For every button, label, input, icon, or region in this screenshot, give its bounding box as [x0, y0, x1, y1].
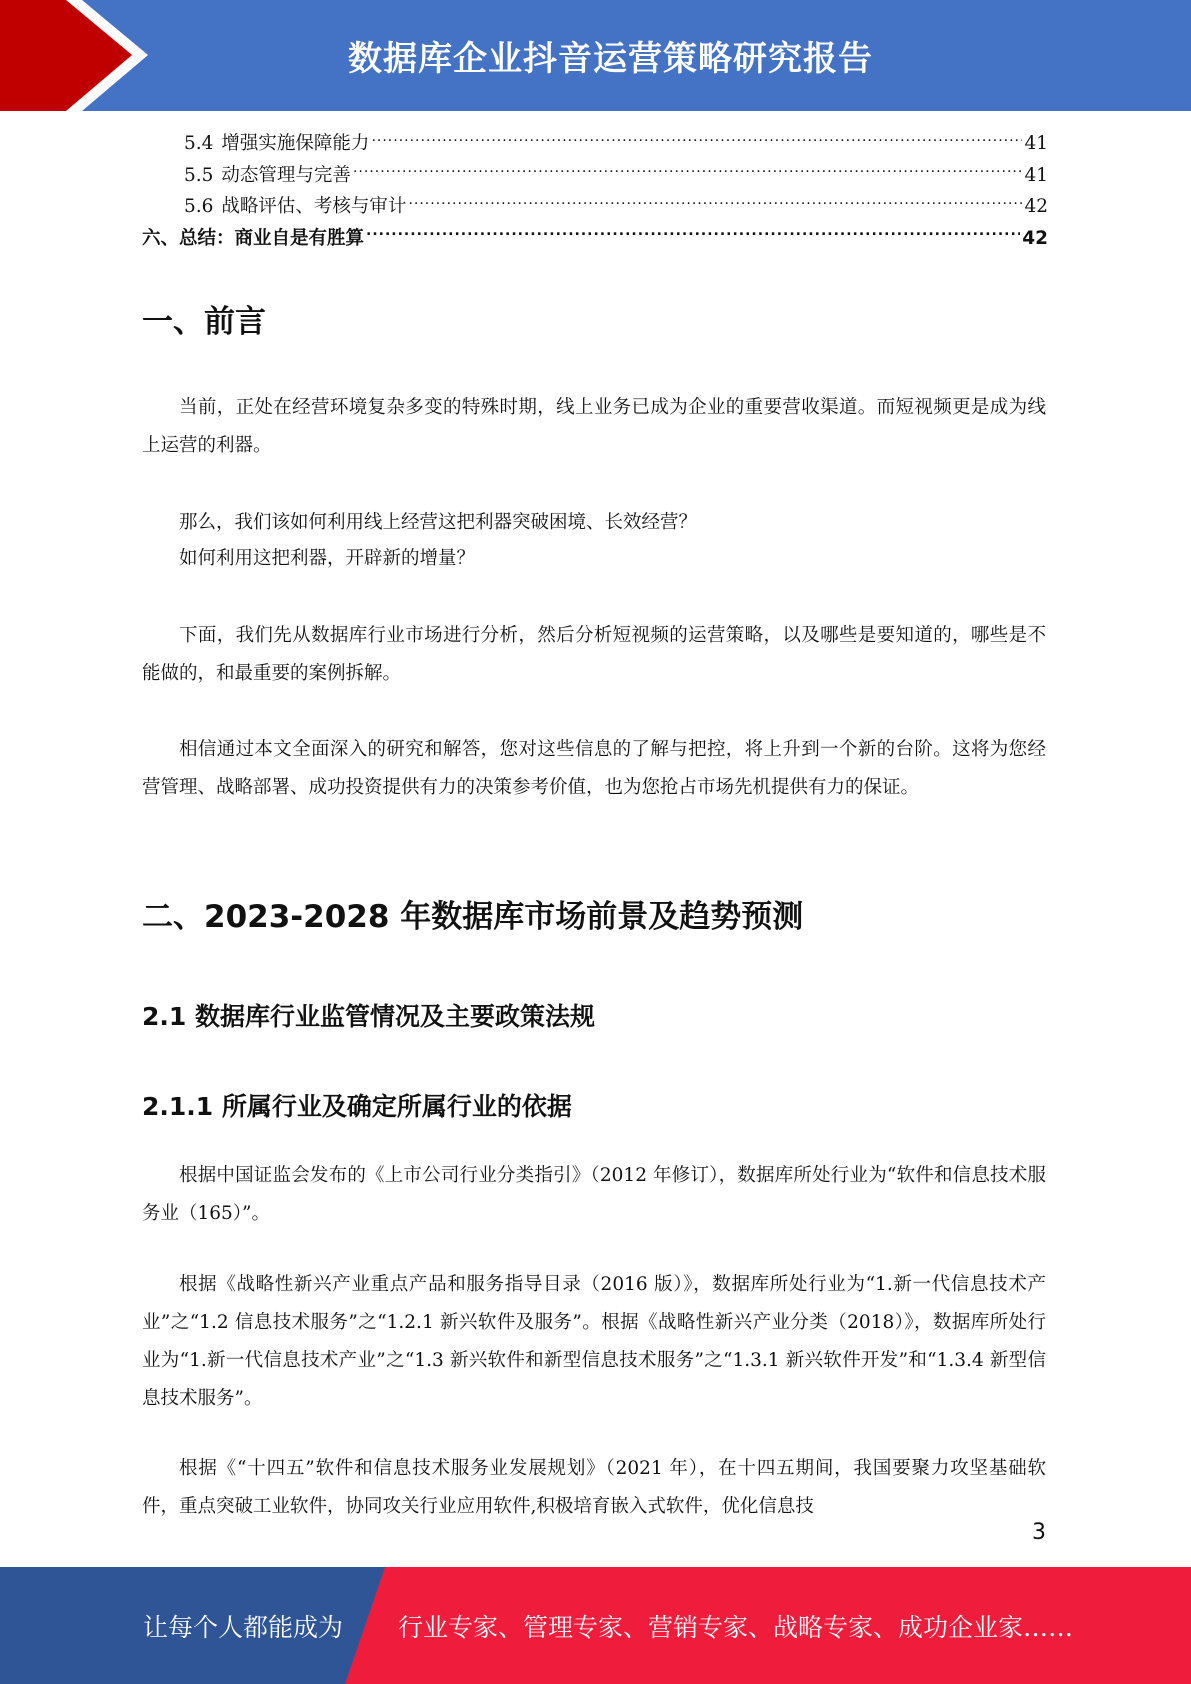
toc-entry-page: 42: [1024, 196, 1048, 217]
toc-entry-page: 42: [1022, 227, 1048, 249]
section-heading-preface: 一、前言: [142, 304, 266, 340]
toc-entry-number: 5.6: [184, 196, 214, 217]
toc-leader-dots: [353, 161, 1023, 181]
paragraph: 根据《战略性新兴产业重点产品和服务指导目录（2016 版）》，数据库所处行业为“1.新一代信息技术产业”之“1.2 信息技术服务”之“1.2.1 新兴软件及服务”。根据《战略性新兴产业分类（2018）》，数据库所处行业为“1.新一代信息技术产业”之“1.3 新兴软件和新型信息技术服务”之“1.3.1 新兴软件开发”和“1.3.4 新型信息技术服务”。: [142, 1274, 1046, 1409]
page-footer: [0, 1567, 1191, 1684]
toc-leader-dots: [366, 224, 1020, 244]
paragraph: 相信通过本文全面深入的研究和解答，您对这些信息的了解与把控，将上升到一个新的台阶。这将为您经营管理、战略部署、成功投资提供有力的决策参考价值，也为您抢占市场先机提供有力的保证。: [142, 739, 1046, 798]
paragraph: 下面，我们先从数据库行业市场进行分析，然后分析短视频的运营策略，以及哪些是要知道的，哪些是不能做的，和最重要的案例拆解。: [142, 625, 1046, 684]
toc-entry[interactable]: [142, 191, 1048, 223]
table-of-contents: [142, 128, 1048, 254]
toc-entry-label: 动态管理与完善: [221, 164, 351, 186]
subsection-heading: 2.1 数据库行业监管情况及主要政策法规: [142, 1002, 595, 1031]
page-number: 3: [1032, 1520, 1046, 1545]
toc-entry-page: 41: [1024, 164, 1048, 186]
toc-entry-label: 六、总结：商业自是有胜算: [142, 227, 365, 249]
toc-entry-number: 5.5: [184, 164, 214, 186]
toc-entry-chapter[interactable]: [142, 223, 1048, 255]
paragraph: 当前，正处在经营环境复杂多变的特殊时期，线上业务已成为企业的重要营收渠道。而短视频更是成为线上运营的利器。: [142, 397, 1046, 456]
section-heading-market-outlook: 二、2023-2028 年数据库市场前景及趋势预测: [142, 899, 804, 935]
subsection-heading: 2.1.1 所属行业及确定所属行业的依据: [142, 1092, 572, 1121]
report-title: 数据库企业抖音运营策略研究报告: [348, 39, 873, 79]
toc-leader-dots: [371, 129, 1022, 149]
paragraph: 那么，我们该如何利用线上经营这把利器突破困境、长效经营？: [179, 512, 698, 533]
toc-entry[interactable]: [142, 128, 1048, 160]
paragraph: 根据中国证监会发布的《上市公司行业分类指引》（2012 年修订），数据库所处行业为“软件和信息技术服务业（165）”。: [142, 1165, 1046, 1224]
toc-entry-page: 41: [1024, 133, 1048, 154]
footer-slogan-left: 让每个人都能成为: [143, 1612, 344, 1642]
toc-entry[interactable]: [142, 160, 1048, 192]
paragraph: 根据《“十四五”软件和信息技术服务业发展规划》（2021 年），在十四五期间，我国要聚力攻坚基础软件，重点突破工业软件，协同攻关行业应用软件,积极培育嵌入式软件，优化信息技: [142, 1458, 1046, 1517]
footer-slogan-right: 行业专家、管理专家、营销专家、战略专家、成功企业家……: [398, 1612, 1074, 1642]
toc-leader-dots: [408, 192, 1022, 212]
toc-entry-number: 5.4: [184, 133, 214, 154]
paragraph: 如何利用这把利器，开辟新的增量？: [179, 548, 476, 569]
toc-entry-label: 增强实施保障能力: [221, 133, 370, 154]
page-header: [0, 0, 1191, 111]
toc-entry-label: 战略评估、考核与审计: [221, 196, 407, 217]
